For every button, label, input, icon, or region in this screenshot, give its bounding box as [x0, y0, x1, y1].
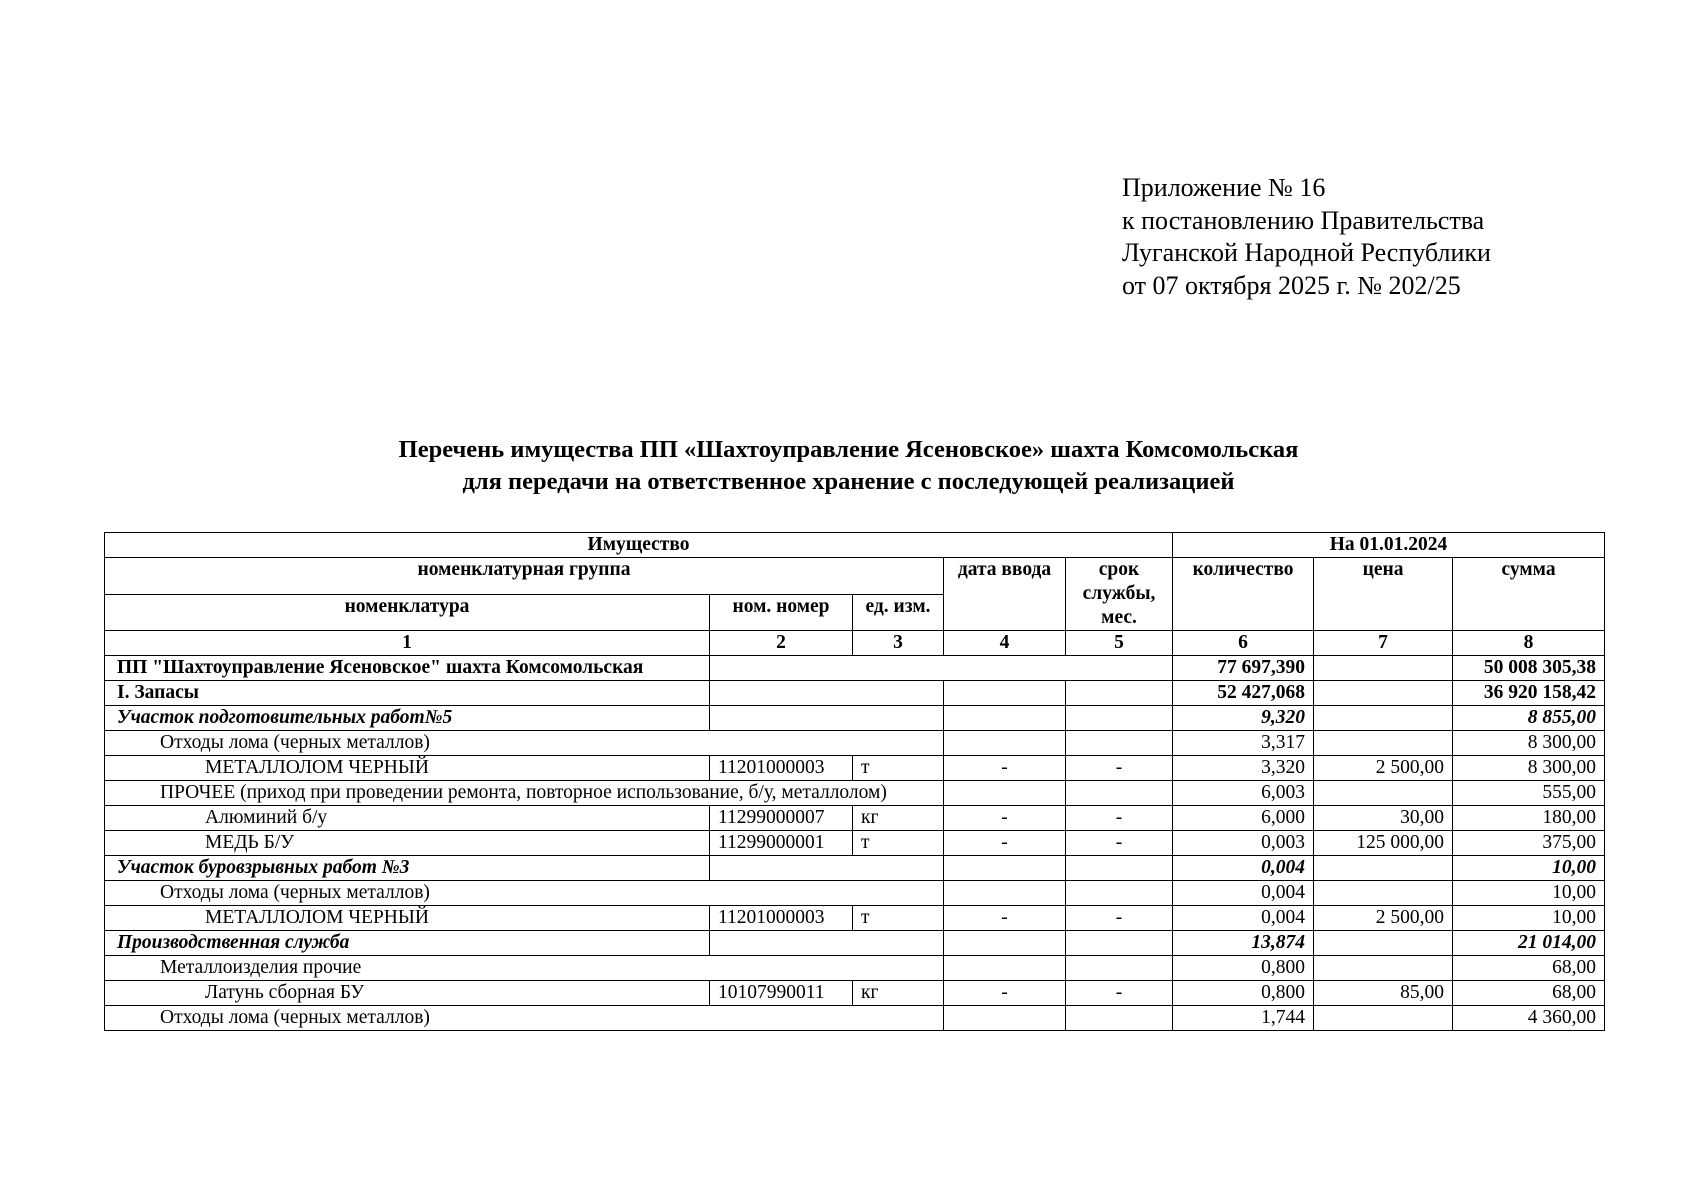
item-2-name: Алюминий б/у [105, 806, 710, 831]
stocks-empty-a [710, 681, 944, 706]
group-2-qty: 6,003 [1173, 781, 1314, 806]
item-4-price: 2 500,00 [1314, 906, 1453, 931]
section-2-empty-a [710, 856, 944, 881]
item-1-life: - [1066, 756, 1173, 781]
item-4-name: МЕТАЛЛОЛОМ ЧЕРНЫЙ [105, 906, 710, 931]
item-3-date: - [944, 831, 1066, 856]
group-5-sum: 4 360,00 [1453, 1006, 1605, 1031]
stocks-empty-c [1066, 681, 1173, 706]
annex-line-4: от 07 октября 2025 г. № 202/25 [1122, 270, 1461, 300]
org-qty: 77 697,390 [1173, 656, 1314, 681]
item-2-life: - [1066, 806, 1173, 831]
table-row-section-1 [105, 706, 1605, 731]
section-3-name: Производственная служба [105, 931, 710, 956]
annex-line-2: к постановлению Правительства [1122, 205, 1485, 235]
org-name: ПП "Шахтоуправление Ясеновское" шахта Комсомольская [105, 656, 710, 681]
group-5-qty: 1,744 [1173, 1006, 1314, 1031]
item-2-qty: 6,000 [1173, 806, 1314, 831]
group-2-empty-b [1066, 781, 1173, 806]
group-5-name: Отходы лома (черных металлов) [105, 1006, 944, 1031]
section-3-price-empty [1314, 931, 1453, 956]
header-nom-number: ном. номер [710, 594, 853, 631]
group-1-qty: 3,317 [1173, 731, 1314, 756]
group-1-price-empty [1314, 731, 1453, 756]
item-5-price: 85,00 [1314, 981, 1453, 1006]
item-2-number: 11299000007 [710, 806, 853, 831]
org-empty [710, 656, 1173, 681]
group-2-name-text: ПРОЧЕЕ (приход при проведении ремонта, повторное использование, б/у, металлолом) [160, 782, 887, 803]
item-2-date: - [944, 806, 1066, 831]
group-4-empty-b [1066, 956, 1173, 981]
item-2-sum: 180,00 [1453, 806, 1605, 831]
item-5-qty: 0,800 [1173, 981, 1314, 1006]
header-unit: ед. изм. [853, 594, 944, 631]
item-1-date: - [944, 756, 1066, 781]
org-sum: 50 008 305,38 [1453, 656, 1605, 681]
item-3-number: 11299000001 [710, 831, 853, 856]
header-quantity: количество [1173, 558, 1314, 631]
section-1-empty-c [1066, 706, 1173, 731]
section-3-qty: 13,874 [1173, 931, 1314, 956]
col-number-5: 5 [1066, 631, 1173, 656]
col-number-7: 7 [1314, 631, 1453, 656]
section-2-price-empty [1314, 856, 1453, 881]
group-4-sum: 68,00 [1453, 956, 1605, 981]
annex-line-3: Луганской Народной Республики [1122, 238, 1491, 267]
item-3-price: 125 000,00 [1314, 831, 1453, 856]
section-1-sum: 8 855,00 [1453, 706, 1605, 731]
stocks-empty-b [944, 681, 1066, 706]
section-2-empty-c [1066, 856, 1173, 881]
col-number-4: 4 [944, 631, 1066, 656]
document-title [0, 434, 1697, 498]
section-2-qty: 0,004 [1173, 856, 1314, 881]
item-5-date: - [944, 981, 1066, 1006]
item-3-life: - [1066, 831, 1173, 856]
column-number-row [105, 631, 1605, 656]
item-5-number: 10107990011 [710, 981, 853, 1006]
table-row-section-3 [105, 931, 1605, 956]
header-sum: сумма [1453, 558, 1605, 631]
group-2-empty-a [944, 781, 1066, 806]
group-4-qty: 0,800 [1173, 956, 1314, 981]
annex-line-1: Приложение № 16 [1122, 173, 1326, 202]
table-row-group-4 [105, 956, 1605, 981]
group-3-price-empty [1314, 881, 1453, 906]
section-1-price-empty [1314, 706, 1453, 731]
item-1-sum: 8 300,00 [1453, 756, 1605, 781]
group-4-name: Металлоизделия прочие [105, 956, 944, 981]
item-3-unit: т [853, 831, 944, 856]
header-row-2 [105, 558, 1605, 595]
stocks-sum: 36 920 158,42 [1453, 681, 1605, 706]
table-row-group-2 [105, 781, 1605, 806]
item-5-unit: кг [853, 981, 944, 1006]
table-row-section-2 [105, 856, 1605, 881]
stocks-qty: 52 427,068 [1173, 681, 1314, 706]
item-1-price: 2 500,00 [1314, 756, 1453, 781]
header-property: Имущество [105, 533, 1173, 558]
group-2-price-empty [1314, 781, 1453, 806]
item-3-sum: 375,00 [1453, 831, 1605, 856]
annex-block [1122, 172, 1491, 302]
item-4-life: - [1066, 906, 1173, 931]
group-1-empty-a [944, 731, 1066, 756]
item-1-qty: 3,320 [1173, 756, 1314, 781]
section-1-empty-b [944, 706, 1066, 731]
group-1-name: Отходы лома (черных металлов) [105, 731, 944, 756]
col-number-2: 2 [710, 631, 853, 656]
table-row-group-1 [105, 731, 1605, 756]
group-3-qty: 0,004 [1173, 881, 1314, 906]
col-number-8: 8 [1453, 631, 1605, 656]
item-4-number: 11201000003 [710, 906, 853, 931]
header-service-life: срок службы, мес. [1066, 558, 1173, 631]
item-4-date: - [944, 906, 1066, 931]
section-2-empty-b [944, 856, 1066, 881]
group-1-sum: 8 300,00 [1453, 731, 1605, 756]
col-number-1: 1 [105, 631, 710, 656]
item-1-number: 11201000003 [710, 756, 853, 781]
group-3-empty-b [1066, 881, 1173, 906]
group-5-empty-b [1066, 1006, 1173, 1031]
table-row-group-3 [105, 881, 1605, 906]
item-1-unit: т [853, 756, 944, 781]
group-5-empty-a [944, 1006, 1066, 1031]
group-3-sum: 10,00 [1453, 881, 1605, 906]
stocks-price-empty [1314, 681, 1453, 706]
stocks-name: I. Запасы [105, 681, 710, 706]
section-3-empty-b [944, 931, 1066, 956]
table-row-item-5 [105, 981, 1605, 1006]
group-4-price-empty [1314, 956, 1453, 981]
item-5-life: - [1066, 981, 1173, 1006]
section-3-empty-a [710, 931, 944, 956]
section-2-sum: 10,00 [1453, 856, 1605, 881]
section-1-name: Участок подготовительных работ№5 [105, 706, 710, 731]
table-row-group-5 [105, 1006, 1605, 1031]
table-row-item-3 [105, 831, 1605, 856]
group-3-name: Отходы лома (черных металлов) [105, 881, 944, 906]
item-2-unit: кг [853, 806, 944, 831]
table-row-stocks [105, 681, 1605, 706]
col-number-3: 3 [853, 631, 944, 656]
group-4-empty-a [944, 956, 1066, 981]
section-1-qty: 9,320 [1173, 706, 1314, 731]
title-line-2: для передачи на ответственное хранение с последующей реализацией [462, 468, 1235, 495]
header-row-1 [105, 533, 1605, 558]
group-2-sum: 555,00 [1453, 781, 1605, 806]
item-3-name: МЕДЬ Б/У [105, 831, 710, 856]
section-3-empty-c [1066, 931, 1173, 956]
item-5-name: Латунь сборная БУ [105, 981, 710, 1006]
section-2-name: Участок буровзрывных работ №3 [105, 856, 710, 881]
group-2-name [105, 781, 944, 806]
group-1-empty-b [1066, 731, 1173, 756]
title-line-1: Перечень имущества ПП «Шахтоуправление Ясеновское» шахта Комсомольская [398, 436, 1299, 463]
header-date-in: дата ввода [944, 558, 1066, 631]
header-price: цена [1314, 558, 1453, 631]
item-1-name: МЕТАЛЛОЛОМ ЧЕРНЫЙ [105, 756, 710, 781]
item-4-unit: т [853, 906, 944, 931]
org-price-empty [1314, 656, 1453, 681]
section-1-empty-a [710, 706, 944, 731]
item-4-sum: 10,00 [1453, 906, 1605, 931]
table-row-item-4 [105, 906, 1605, 931]
item-3-qty: 0,003 [1173, 831, 1314, 856]
property-table [104, 532, 1605, 1031]
item-2-price: 30,00 [1314, 806, 1453, 831]
table-row-item-1 [105, 756, 1605, 781]
group-3-empty-a [944, 881, 1066, 906]
item-5-sum: 68,00 [1453, 981, 1605, 1006]
section-3-sum: 21 014,00 [1453, 931, 1605, 956]
header-as-of: На 01.01.2024 [1173, 533, 1605, 558]
header-nom-group: номенклатурная группа [105, 558, 944, 595]
item-4-qty: 0,004 [1173, 906, 1314, 931]
table-row-organization [105, 656, 1605, 681]
col-number-6: 6 [1173, 631, 1314, 656]
header-nomenclature: номенклатура [105, 594, 710, 631]
group-5-price-empty [1314, 1006, 1453, 1031]
table-row-item-2 [105, 806, 1605, 831]
